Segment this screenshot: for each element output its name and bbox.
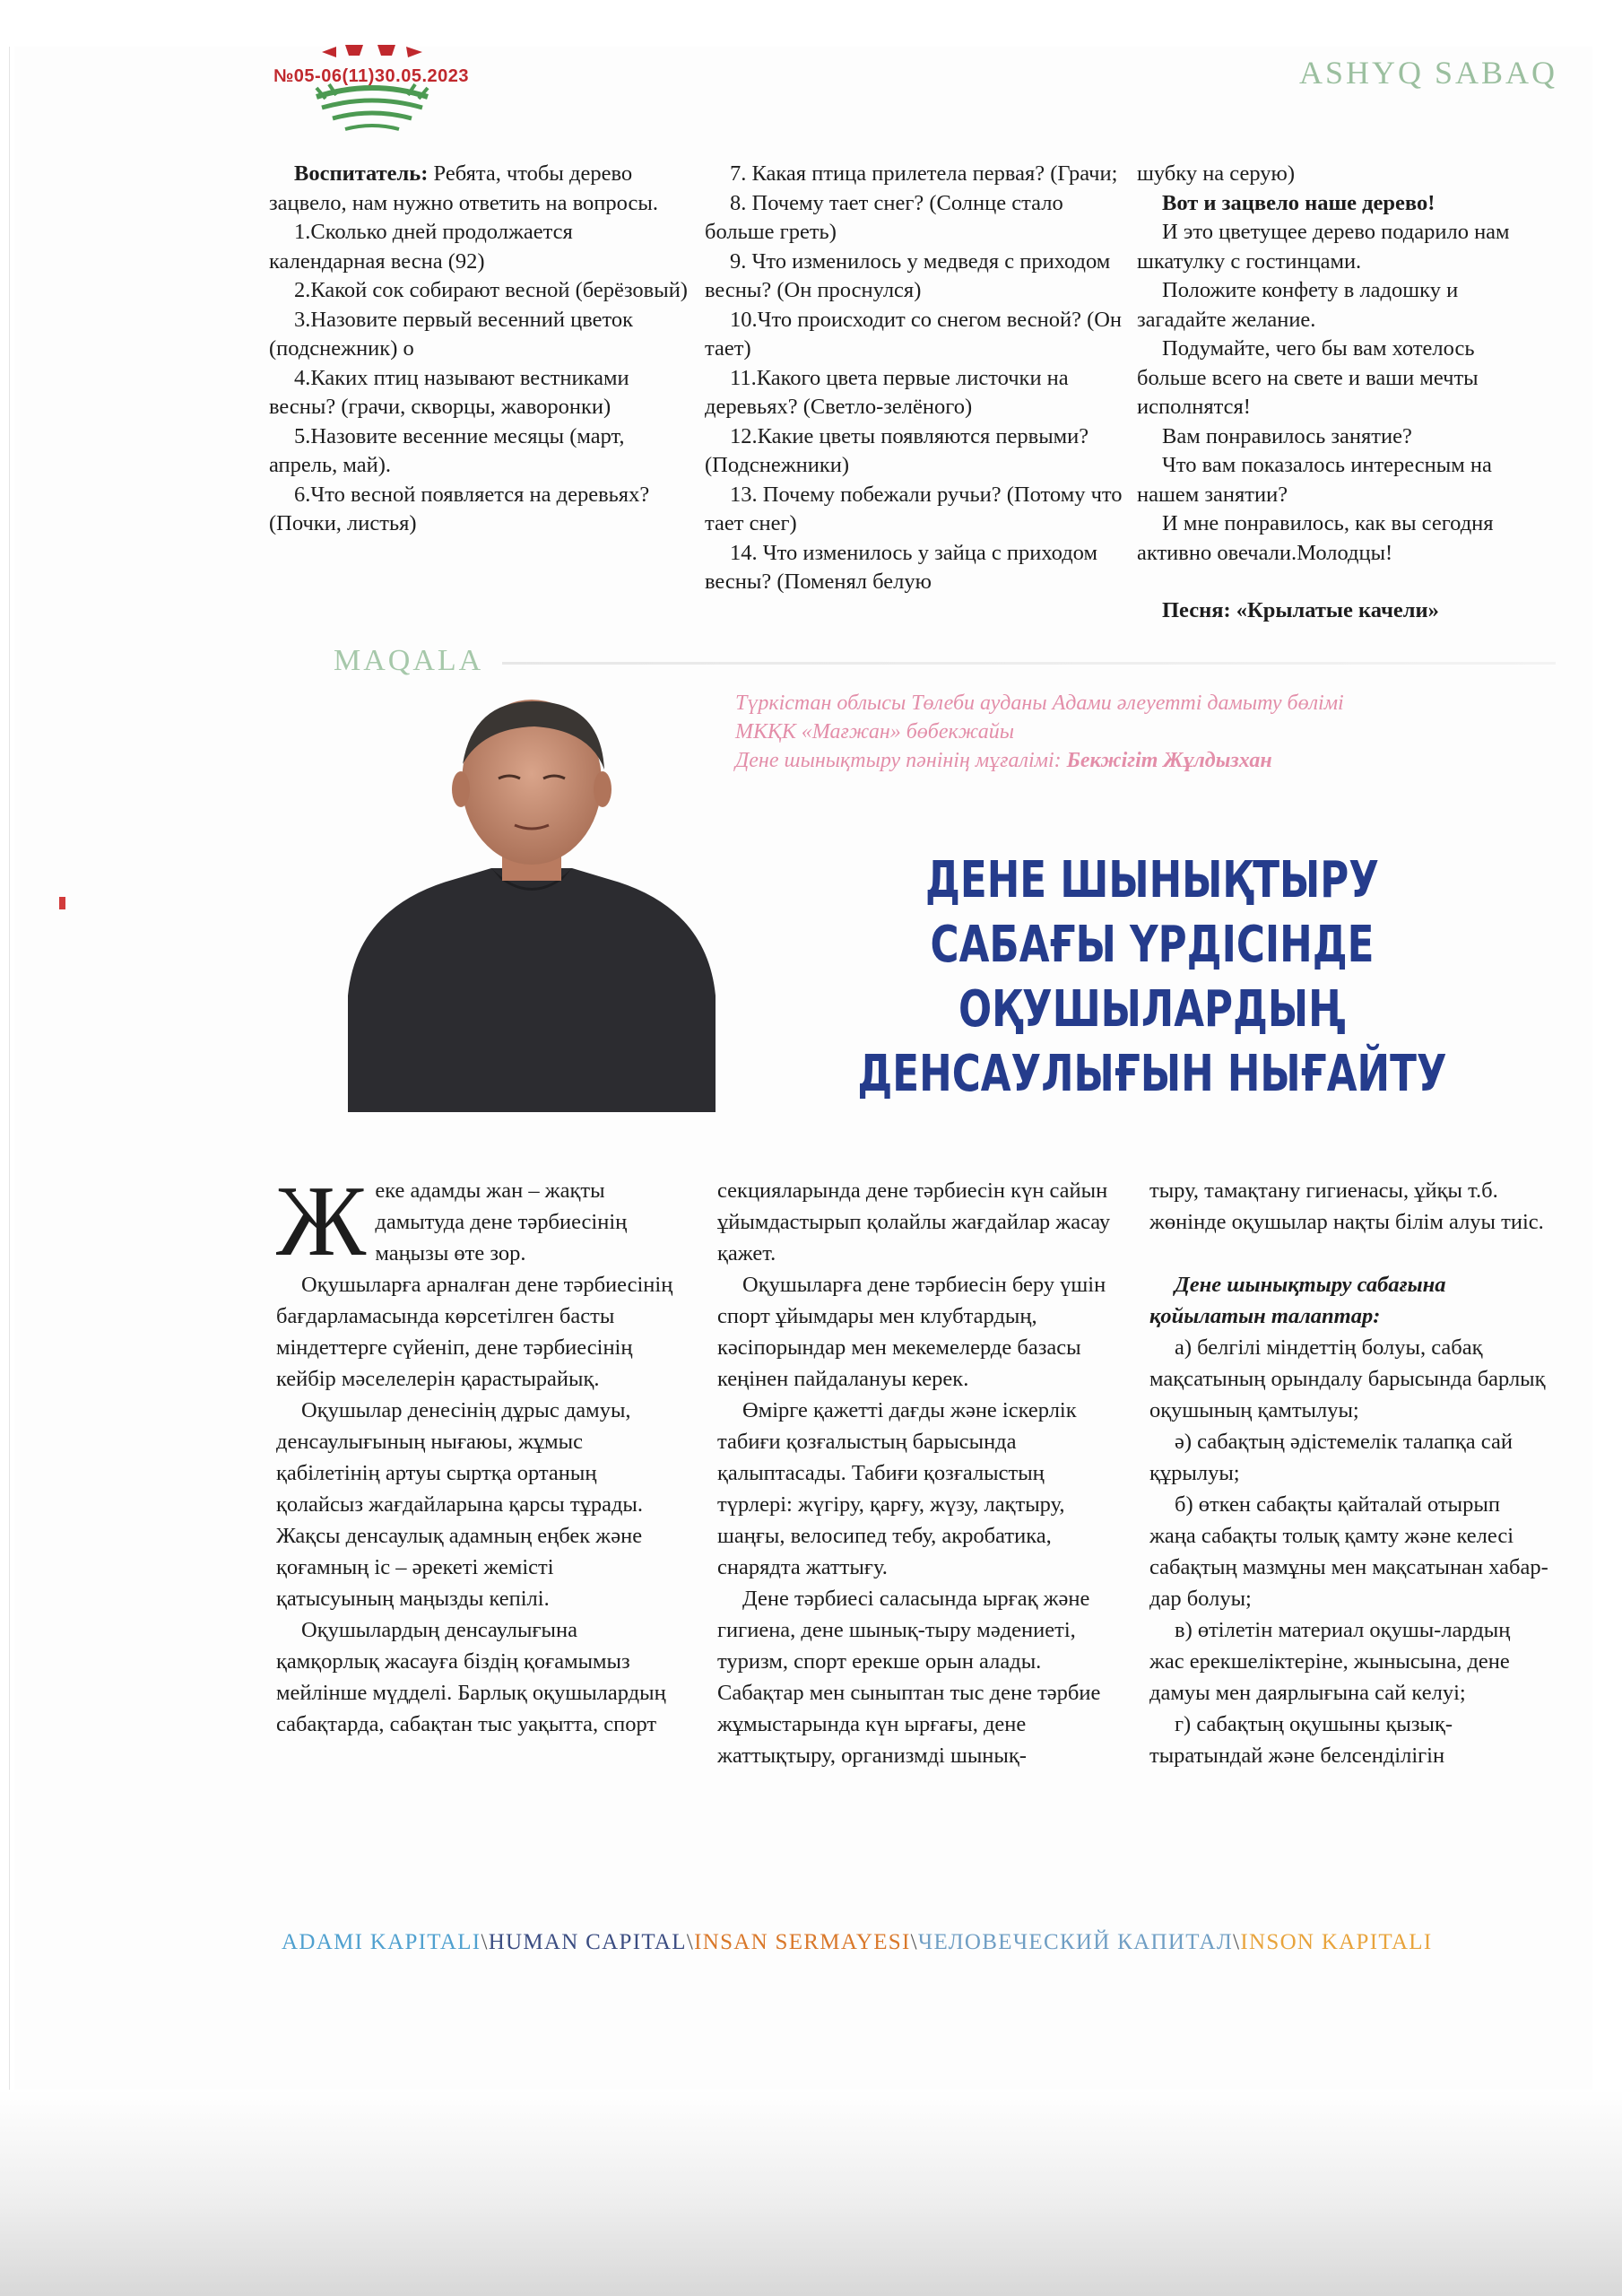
lesson-exclamation: Вот и зацвело наше дерево! <box>1162 190 1436 215</box>
lesson-question: 6.Что весной появляется на деревьях? (Почки, листья) <box>269 482 650 535</box>
footer-human: HUMAN CAPITAL <box>488 1930 687 1954</box>
lesson-question: 9. Что изменилось у медведя с приходом весны? (Он проснулся) <box>705 248 1111 302</box>
lesson-column-3 <box>1137 160 1549 626</box>
article-paragraph: Оқушылар денесінің дұрыс дамуы, денсаулығының нығаюы, жұмыс қабілетінің артуы сыртқа ортаның қолайсыз жағдайларына қарсы тұрады. Жақсы денсаулық адамның еңбек және қоғамның іс – әрекеті жемісті қатысуының маңызды кепілі. <box>276 1398 644 1611</box>
lesson-paragraph: Вам понравилось занятие? <box>1162 423 1412 448</box>
lesson-question: 2.Какой сок собирают весной (берёзовый) <box>294 278 688 302</box>
article-byline <box>735 689 1542 775</box>
article-title <box>841 848 1463 1107</box>
article-paragraph: секцияларында дене тәрбиесін күн сайын ұйымдастырып қолайлы жағдайлар жасау қажет. <box>717 1178 1111 1265</box>
requirement-item: б) өткен сабақты қайталай отырып жаңа сабақты толық қамту және келесі сабақтың мазмұны мен мақсатынан хабар-дар болуы; <box>1149 1492 1548 1611</box>
requirement-item: в) өтілетін материал оқушы-лардың жас ерекшеліктеріне, жынысына, дене дамуы мен даярлығына сай келуі; <box>1149 1618 1511 1705</box>
lesson-question: 5.Назовите весенние месяцы (март, апрель, май). <box>269 423 625 477</box>
article-paragraph: Оқушыларға дене тәрбиесін беру үшін спорт ұйымдары мен клубтардың, кәсіпорындар мен мекемелерде базасы кеңінен пайдалануы керек. <box>717 1273 1106 1391</box>
footer-chelovecheskiy: ЧЕЛОВЕЧЕСКИЙ КАПИТАЛ <box>917 1930 1234 1954</box>
byline-region: Түркістан облысы Төлеби ауданы Адами әлеуетті дамыту бөлімі <box>735 691 1344 715</box>
article-column-1 <box>276 1166 675 1740</box>
title-line-1: ДЕНЕ ШЫНЫҚТЫРУ САБАҒЫ ҮРДІСІНДЕ <box>925 851 1379 974</box>
requirement-item: ә) сабақтың әдістемелік талапқа сай құрылуы; <box>1149 1430 1513 1485</box>
article-column-2 <box>717 1175 1116 1771</box>
lesson-question: 8. Почему тает снег? (Солнце стало больше греть) <box>705 190 1063 244</box>
lesson-paragraph: И мне понравилось, как вы сегодня активно овечали.Молодцы! <box>1137 511 1494 565</box>
lesson-question: 13. Почему побежали ручьи? (Потому что тает снег) <box>705 482 1123 535</box>
lesson-question: 4.Каких птиц называют вестниками весны? (грачи, скворцы, жаворонки) <box>269 365 629 419</box>
footer-inson: INSON KAPITALI <box>1240 1930 1433 1954</box>
lesson-question: 12.Какие цветы появляются первыми? (Подснежники) <box>705 423 1089 477</box>
scan-edge <box>9 47 10 2235</box>
lesson-question: 11.Какого цвета первые листочки на деревьях? (Светло-зелёного) <box>705 365 1069 419</box>
article-subheading: Дене шынықтыру сабағына қойылатын талаптар: <box>1149 1273 1446 1328</box>
author-name: Бекжігіт Жұлдызхан <box>1066 749 1272 772</box>
magazine-logo-icon <box>309 45 435 144</box>
article-paragraph: тыру, тамақтану гигиенасы, ұйқы т.б. жөнінде оқушылар нақты білім алуы тиіс. <box>1149 1178 1544 1234</box>
author-photo <box>348 700 716 1112</box>
footer-adami: ADAMI KAPITALI <box>282 1930 481 1954</box>
lesson-paragraph: Что вам показалось интересным на нашем занятии? <box>1137 453 1492 507</box>
byline-position: Дене шынықтыру пәнінің мұғалімі: Бекжігіт Жұлдызхан <box>735 749 1272 772</box>
lesson-paragraph: И это цветущее дерево подарило нам шкатулку с гостинцами. <box>1137 220 1510 274</box>
requirement-item: г) сабақтың оқушыны қызық-тыратындай және белсенділігін <box>1149 1712 1453 1768</box>
article-paragraph: Өмірге қажетті дағды және іскерлік табиғи қозғалыстың барысында қалыптасады. Табиғи қозғалыстың түрлері: жүгіру, қарғу, жүзу, лақтыру, шаңғы, велосипед тебу, акробатика, снарядта жаттығу. <box>717 1398 1077 1579</box>
lesson-question: 1.Сколько дней продолжается календарная весна (92) <box>269 220 573 274</box>
section-tag: MAQALA <box>334 644 484 677</box>
page-footer: ADAMI KAPITALI\HUMAN CAPITAL\INSAN SERMAYESI\ЧЕЛОВЕЧЕСКИЙ КАПИТАЛ\INSON KAPITALI <box>282 1930 1433 1954</box>
byline-institution: МКҚК «Мағжан» бөбекжайы <box>735 720 1015 744</box>
lesson-paragraph: Положите конфету в ладошку и загадайте желание. <box>1137 278 1459 332</box>
requirement-item: а) белгілі міндеттің болуы, сабақ мақсатының орындалу барысында барлық оқушының қамтылуы; <box>1149 1335 1546 1422</box>
lesson-question: 10.Что происходит со снегом весной? (Он тает) <box>705 307 1123 361</box>
song-title: Песня: «Крылатые качели» <box>1162 598 1439 622</box>
section-divider <box>502 662 1556 665</box>
lesson-question: 14. Что изменилось у зайца с приходом весны? (Поменял белую <box>705 540 1097 594</box>
issue-number: №05-06(11)30.05.2023 <box>273 66 470 86</box>
lesson-question: 3.Назовите первый весенний цветок (подснежник) о <box>269 307 634 361</box>
title-line-2: ОҚУШЫЛАРДЫҢ ДЕНСАУЛЫҒЫН НЫҒАЙТУ <box>857 980 1447 1103</box>
margin-mark <box>59 897 65 909</box>
drop-cap: Ж <box>276 1166 367 1277</box>
article-column-3 <box>1149 1175 1549 1771</box>
scan-shadow <box>0 2090 1622 2296</box>
article-paragraph: Оқушылардың денсаулығына қамқорлық жасауға біздің қоғамымыз мейлінше мүдделі. Барлық оқушылардың сабақтарда, сабақтан тыс уақытта, спорт <box>276 1618 666 1736</box>
footer-insan: INSAN SERMAYESI <box>694 1930 911 1954</box>
lesson-continuation: шубку на серую) <box>1137 161 1295 186</box>
lesson-column-1 <box>269 160 690 539</box>
rubric-title: ASHYQ SABAQ <box>1298 55 1557 91</box>
lesson-paragraph: Подумайте, чего бы вам хотелось больше всего на свете и ваши мечты исполнятся! <box>1137 336 1479 419</box>
article-paragraph: Жеке адамды жан – жақты дамытуда дене тәрбиесінің маңызы өте зор. <box>276 1166 628 1277</box>
lesson-column-2 <box>705 160 1124 597</box>
article-paragraph: Дене тәрбиесі саласында ырғақ және гигиена, дене шынық-тыру мәдениеті, туризм, спорт ерекше орын алады. Сабақтар мен сыныптан тыс дене тәрбие жұмыстарында күн ырғағы, дене жаттықтыру, организмді шынық- <box>717 1587 1101 1768</box>
article-paragraph: Оқушыларға арналған дене тәрбиесінің бағдарламасында көрсетілген басты міндеттерге сүйеніп, дене тәрбиесінің кейбір мәселелерін қарастырайық. <box>276 1273 673 1391</box>
lesson-intro: Воспитатель: Ребята, чтобы дерево зацвело, нам нужно ответить на вопросы. <box>269 161 658 215</box>
lesson-question: 7. Какая птица прилетела первая? (Грачи; <box>730 161 1118 186</box>
